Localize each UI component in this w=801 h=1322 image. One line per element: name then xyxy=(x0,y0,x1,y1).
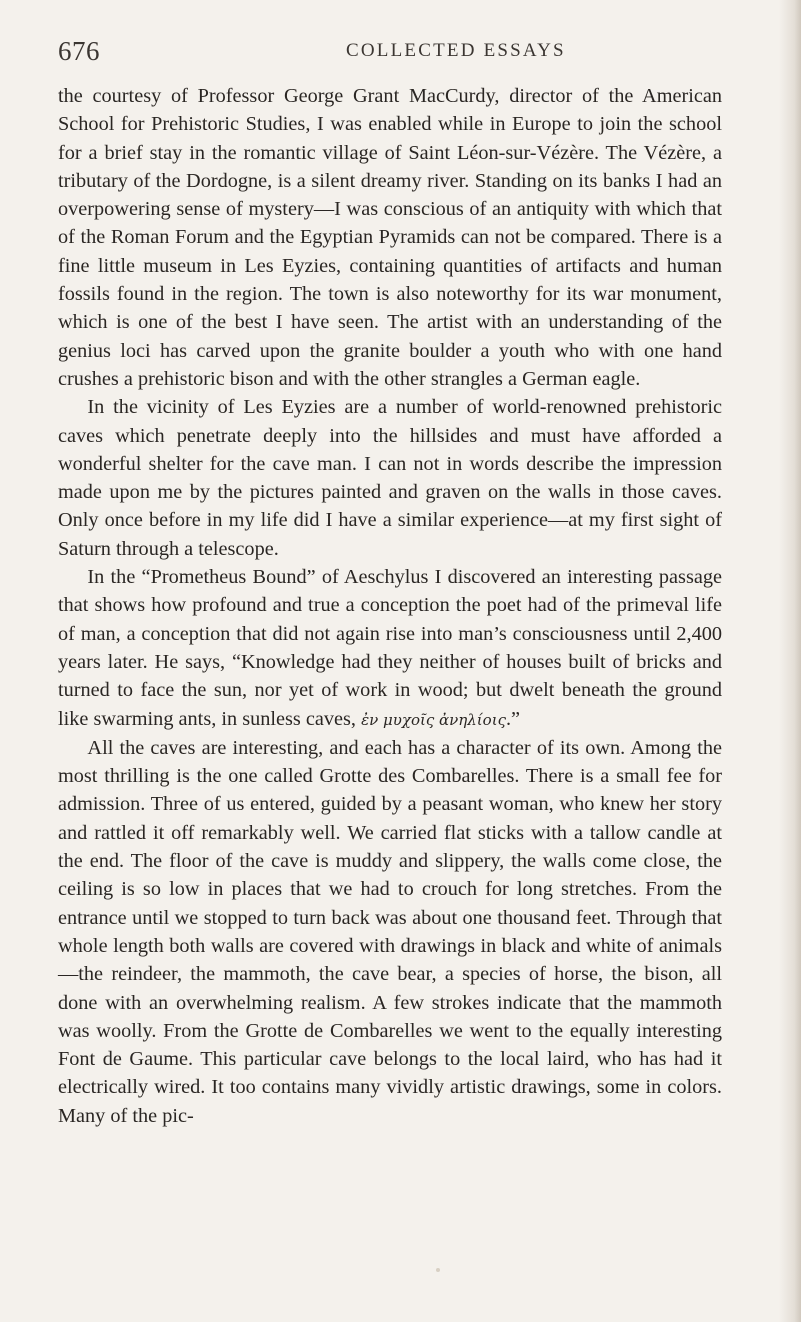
paragraph-1: the courtesy of Professor George Grant MacCurdy, director of the American School for Prehistoric Studies, I was enabled while in Europe to join the school for a brief stay in the romantic village of Saint Léon-sur-Vézère. The Vézère, a tributary of the Dordogne, is a silent dreamy river. Standing on its banks I had an overpowering sense of mystery—I was conscious of an antiquity with which that of the Roman Forum and the Egyptian Pyramids can not be compared. There is a fine little museum in Les Eyzies, containing quantities of artifacts and human fossils found in the region. The town is also noteworthy for its war monument, which is one of the best I have seen. The artist with an understanding of the genius loci has carved upon the granite boulder a youth who with one hand crushes a prehistoric bison and with the other strangles a German eagle. xyxy=(58,85,722,390)
paragraph-3-close-quote: .” xyxy=(505,707,521,730)
paragraph-2: In the vicinity of Les Eyzies are a number of world-renowned prehistoric caves which penetrate deeply into the hillsides and must have afforded a wonderful shelter for the cave man. I can not in words describe the impression made upon me by the pictures painted and graven on the walls in those caves. Only once before in my life did I have a similar experience—at my first sight of Saturn through a telescope. xyxy=(58,396,722,560)
paragraph-4: All the caves are interesting, and each has a character of its own. Among the most thrilling is the one called Grotte des Combarelles. There is a small fee for admission. Three of us entered, guided by a peasant woman, who knew her story and rattled it off remarkably well. We carried flat sticks with a tallow candle at the end. The floor of the cave is muddy and slippery, the walls come close, the ceiling is so low in places that we had to crouch for long stretches. From the entrance until we stopped to turn back was about one thousand feet. Through that whole length both walls are covered with drawings in black and white of animals—the reindeer, the mammoth, the cave bear, a species of horse, the bison, all done with an overwhelming realism. A few strokes indicate that the mammoth was woolly. From the Grotte de Combarelles we went to the equally interesting Font de Gaume. This particular cave belongs to the local laird, who has had it electrically wired. It too contains many vividly artistic drawings, some in colors. Many of the pic- xyxy=(58,736,722,1127)
running-head: COLLECTED ESSAYS xyxy=(346,40,566,61)
paper-speck xyxy=(436,1268,440,1272)
paragraph-3 xyxy=(58,563,722,734)
paragraph-3-text: In the “Prometheus Bound” of Aeschylus I discovered an interesting passage that shows how profound and true a conception the poet had of the primeval life of man, a conception that did not again rise into man’s consciousness until 2,400 years later. He says, “Knowledge had they neither of houses built of bricks and turned to face the sun, nor yet of work in wood; but dwelt beneath the ground like swarming ants, in sunless caves, xyxy=(58,566,722,730)
greek-quotation: ἐν μυχοῖς ἀνηλίοις xyxy=(361,710,506,729)
page-header xyxy=(58,36,722,76)
body-text xyxy=(58,82,722,1130)
page-edge-shadow xyxy=(779,0,801,1322)
page-number: 676 xyxy=(58,36,100,66)
